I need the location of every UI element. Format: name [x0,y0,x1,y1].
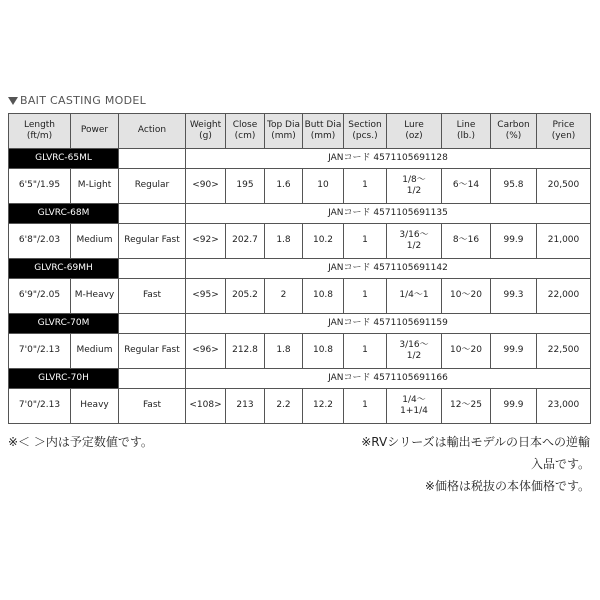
column-header [303,114,344,149]
column-header-name: Weight [189,119,222,130]
note-export-1: ※RVシリーズは輸出モデルの日本への逆輸 [361,435,590,449]
cell-top-dia: 1.8 [265,334,303,369]
spec-row [9,279,591,314]
note-export-2: 入品です。 [530,457,590,471]
cell-weight: <95> [186,279,226,314]
lure-max: 1/2 [406,351,422,361]
column-header-name: Power [80,125,109,136]
model-name: GLVRC-70M [9,314,119,334]
lure-min: 3/16〜 [399,339,429,350]
cell-line: 10〜20 [442,279,491,314]
cell-close: 213 [226,389,265,424]
cell-section: 1 [344,389,387,424]
cell-power: M-Light [71,169,119,204]
cell-carbon: 99.9 [491,389,537,424]
blank-cell [119,149,186,169]
header-row [9,114,591,149]
spec-table [8,113,591,424]
jan-code: JANコード 4571105691128 [186,149,591,169]
cell-price: 20,500 [537,169,591,204]
spec-row [9,224,591,259]
cell-section: 1 [344,169,387,204]
cell-length: 7'0"/2.13 [9,334,71,369]
section-title [8,94,146,107]
cell-top-dia: 1.8 [265,224,303,259]
cell-carbon: 99.9 [491,224,537,259]
column-header-unit: (lb.) [456,131,476,141]
model-row [9,259,591,279]
column-header-unit: (ft/m) [26,131,53,141]
model-row [9,369,591,389]
model-row [9,149,591,169]
cell-power: M-Heavy [71,279,119,314]
cell-length: 7'0"/2.13 [9,389,71,424]
column-header-name: Lure [404,119,424,130]
jan-code: JANコード 4571105691159 [186,314,591,334]
model-row [9,314,591,334]
blank-cell [119,314,186,334]
cell-power: Medium [71,334,119,369]
cell-action: Fast [119,389,186,424]
note-tentative: ※＜ ＞内は予定数値です。 [8,435,153,449]
cell-butt-dia: 10.8 [303,279,344,314]
lure-min: 1/4〜 [402,394,426,405]
column-header-unit: (yen) [551,131,576,141]
cell-section: 1 [344,224,387,259]
model-name: GLVRC-69MH [9,259,119,279]
cell-butt-dia: 10 [303,169,344,204]
column-header [186,114,226,149]
cell-line: 8〜16 [442,224,491,259]
section-title-label: BAIT CASTING MODEL [20,94,147,107]
cell-action: Regular Fast [119,334,186,369]
cell-top-dia: 2 [265,279,303,314]
cell-length: 6'8"/2.03 [9,224,71,259]
lure-min: 3/16〜 [399,229,429,240]
note-price: ※価格は税抜の本体価格です。 [424,479,590,493]
column-header-name: Butt Dia [304,119,342,130]
column-header [71,114,119,149]
cell-top-dia: 1.6 [265,169,303,204]
cell-carbon: 99.3 [491,279,537,314]
blank-cell [119,259,186,279]
cell-length: 6'9"/2.05 [9,279,71,314]
cell-line: 12〜25 [442,389,491,424]
cell-carbon: 99.9 [491,334,537,369]
lure-min: 1/4〜1 [399,290,429,301]
lure-min: 1/8〜 [402,174,426,185]
column-header-unit: (cm) [234,131,256,141]
column-header-name: Length [23,119,56,130]
spec-row [9,389,591,424]
column-header-name: Action [137,125,167,136]
cell-length: 6'5"/1.95 [9,169,71,204]
blank-cell [119,204,186,224]
cell-close: 195 [226,169,265,204]
spec-row [9,334,591,369]
triangle-down-icon [8,97,18,105]
column-header-name: Price [552,119,575,130]
column-header [344,114,387,149]
cell-weight: <90> [186,169,226,204]
cell-close: 212.8 [226,334,265,369]
cell-power: Medium [71,224,119,259]
cell-top-dia: 2.2 [265,389,303,424]
cell-butt-dia: 10.8 [303,334,344,369]
column-header [265,114,303,149]
cell-section: 1 [344,279,387,314]
cell-price: 22,500 [537,334,591,369]
cell-close: 205.2 [226,279,265,314]
cell-action: Fast [119,279,186,314]
column-header-name: Top Dia [267,119,300,130]
cell-price: 21,000 [537,224,591,259]
column-header-unit: (oz) [405,131,423,141]
cell-weight: <108> [186,389,226,424]
model-name: GLVRC-70H [9,369,119,389]
column-header [442,114,491,149]
column-header-unit: (%) [505,131,522,141]
cell-action: Regular [119,169,186,204]
column-header-name: Line [456,119,476,130]
cell-lure [387,169,442,204]
column-header-name: Section [348,119,382,130]
cell-lure [387,224,442,259]
lure-max: 1/2 [406,241,422,251]
column-header-name: Close [232,119,258,130]
cell-butt-dia: 10.2 [303,224,344,259]
cell-butt-dia: 12.2 [303,389,344,424]
blank-cell [119,369,186,389]
column-header-unit: (mm) [271,131,296,141]
jan-code: JANコード 4571105691142 [186,259,591,279]
jan-code: JANコード 4571105691166 [186,369,591,389]
column-header [537,114,591,149]
column-header [9,114,71,149]
cell-section: 1 [344,334,387,369]
cell-lure [387,334,442,369]
column-header [119,114,186,149]
cell-weight: <96> [186,334,226,369]
column-header-unit: (mm) [310,131,336,141]
column-header [387,114,442,149]
cell-line: 6〜14 [442,169,491,204]
column-header [491,114,537,149]
cell-close: 202.7 [226,224,265,259]
spec-row [9,169,591,204]
model-name: GLVRC-68M [9,204,119,224]
jan-code: JANコード 4571105691135 [186,204,591,224]
cell-weight: <92> [186,224,226,259]
cell-lure [387,279,442,314]
cell-carbon: 95.8 [491,169,537,204]
cell-price: 22,000 [537,279,591,314]
model-name: GLVRC-65ML [9,149,119,169]
column-header-unit: (g) [199,131,212,141]
column-header-unit: (pcs.) [352,131,378,141]
cell-action: Regular Fast [119,224,186,259]
cell-power: Heavy [71,389,119,424]
column-header-name: Carbon [497,119,530,130]
cell-lure [387,389,442,424]
cell-price: 23,000 [537,389,591,424]
lure-max: 1/2 [406,186,422,196]
cell-line: 10〜20 [442,334,491,369]
lure-max: 1+1/4 [400,406,428,416]
column-header [226,114,265,149]
model-row [9,204,591,224]
